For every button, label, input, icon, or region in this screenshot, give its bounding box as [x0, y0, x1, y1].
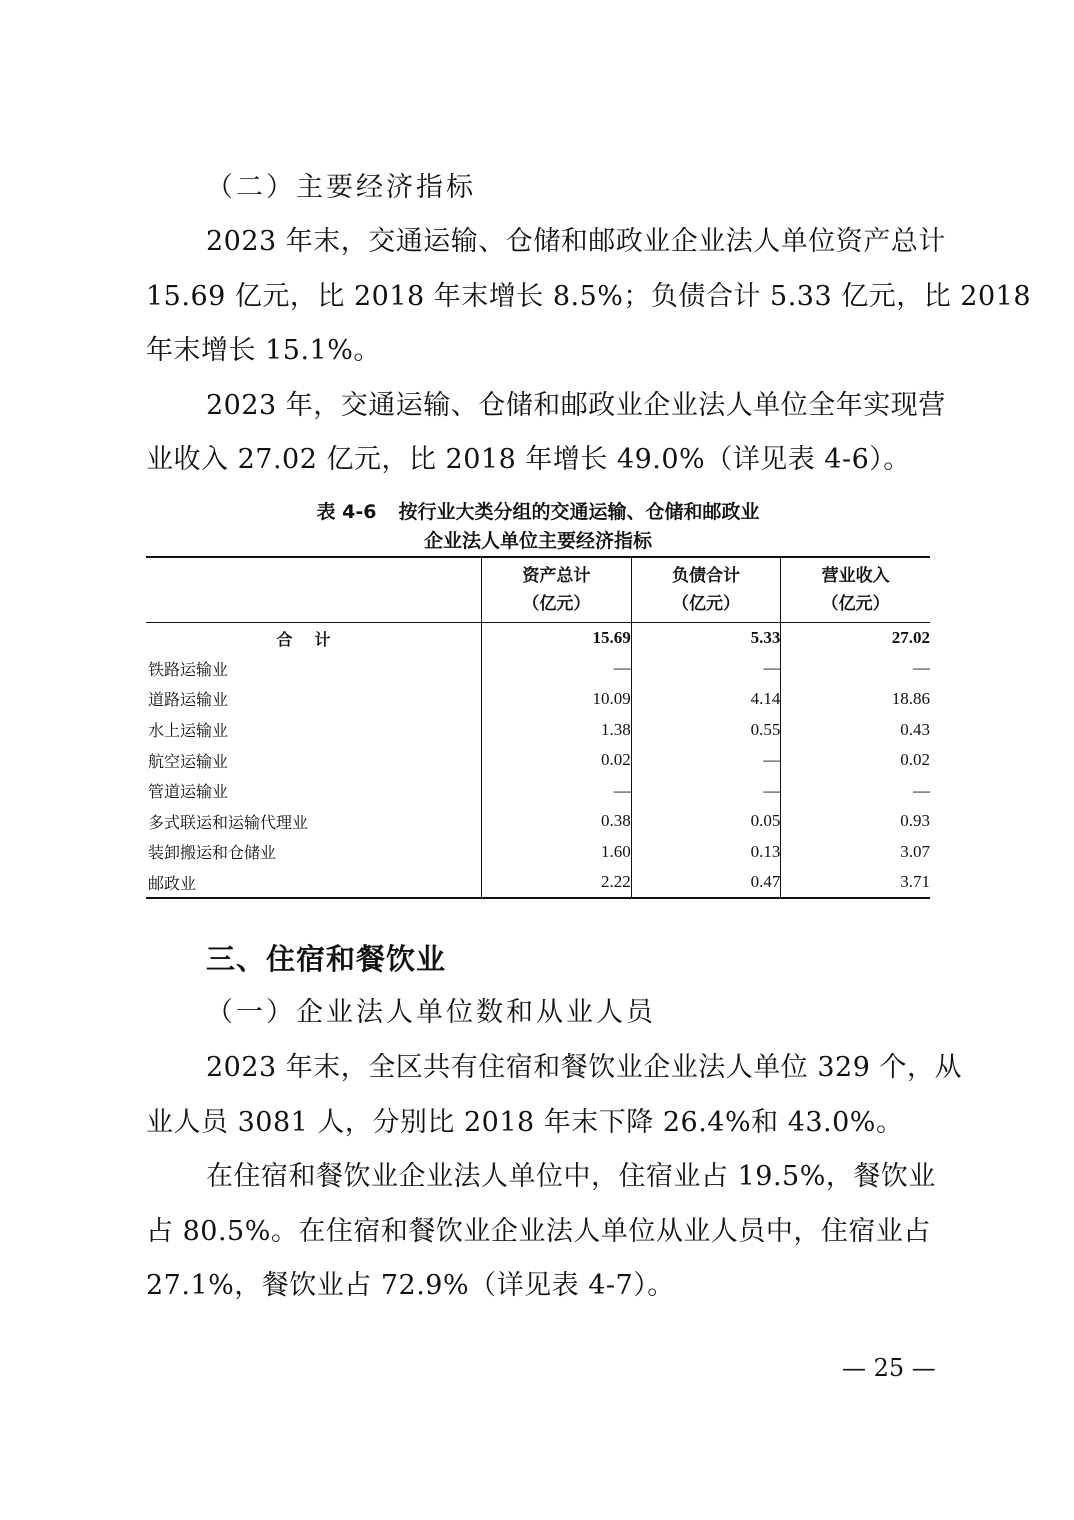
paragraph-line: 2023 年末，交通运输、仓储和邮政业企业法人单位资产总计 [206, 226, 946, 257]
paragraph-line: 在住宿和餐饮业企业法人单位中，住宿业占 19.5%，餐饮业 [206, 1161, 936, 1192]
table-row [146, 775, 930, 806]
table-row [146, 714, 930, 745]
row-label: 装卸搬运和仓储业 [148, 843, 277, 863]
cell-liabilities: 0.05 [631, 806, 781, 837]
section-heading-economic-indicators: （二）主要经济指标 [206, 172, 476, 203]
paragraph-line: 15.69 亿元，比 2018 年末增长 8.5%；负债合计 5.33 亿元，比 2018 [146, 281, 1032, 312]
cell-assets: 0.02 [482, 745, 632, 776]
cell-liabilities: 0.55 [631, 714, 781, 745]
paragraph-line: 业人员 3081 人，分别比 2018 年末下降 26.4%和 43.0%。 [146, 1107, 904, 1138]
table-number: 表 4-6 [316, 501, 377, 523]
table-header-row [146, 557, 930, 623]
cell-assets: 2.22 [482, 867, 632, 898]
row-label: 道路运输业 [148, 690, 229, 710]
column-unit: （亿元） [522, 594, 591, 614]
cell-revenue: — [781, 775, 930, 806]
cell-revenue: 3.71 [781, 867, 930, 898]
cell-revenue: 0.43 [781, 714, 930, 745]
table-row-total [146, 623, 930, 654]
cell-liabilities: — [631, 745, 781, 776]
column-name: 资产总计 [522, 566, 591, 586]
cell-assets: 15.69 [482, 623, 632, 654]
economic-indicators-table [146, 556, 930, 899]
table-header-assets [482, 557, 632, 623]
cell-assets: 0.38 [482, 806, 632, 837]
cell-revenue: 0.02 [781, 745, 930, 776]
table-row [146, 684, 930, 715]
paragraph-line: 占 80.5%。在住宿和餐饮业企业法人单位从业人员中，住宿业占 [146, 1216, 931, 1247]
column-unit: （亿元） [821, 594, 890, 614]
row-label: 管道运输业 [148, 782, 229, 802]
row-label: 合计 [276, 629, 353, 649]
row-label: 多式联运和运输代理业 [148, 812, 309, 832]
cell-liabilities: 0.47 [631, 867, 781, 898]
row-label: 邮政业 [146, 867, 482, 898]
column-name: 营业收入 [821, 566, 890, 586]
cell-revenue: 3.07 [781, 837, 930, 868]
column-unit: （亿元） [672, 594, 741, 614]
cell-liabilities: 5.33 [631, 623, 781, 654]
table-title [146, 499, 930, 525]
paragraph-line: 27.1%，餐饮业占 72.9%（详见表 4-7）。 [146, 1270, 675, 1301]
column-name: 负债合计 [672, 566, 741, 586]
table-row [146, 806, 930, 837]
table-row [146, 653, 930, 684]
row-label: 铁路运输业 [148, 659, 229, 679]
sub-heading-units-employees: （一）企业法人单位数和从业人员 [206, 997, 656, 1028]
cell-liabilities: 0.13 [631, 837, 781, 868]
table-header-liabilities [631, 557, 781, 623]
table-title-line2: 企业法人单位主要经济指标 [423, 530, 652, 552]
section-heading-accommodation: 三、住宿和餐饮业 [206, 942, 447, 976]
table-header-revenue [781, 557, 930, 623]
cell-assets: 10.09 [482, 684, 632, 715]
cell-assets: 1.38 [482, 714, 632, 745]
table-row [146, 837, 930, 868]
row-label: 水上运输业 [148, 721, 229, 741]
paragraph-line: 2023 年末，全区共有住宿和餐饮业企业法人单位 329 个，从 [206, 1052, 962, 1083]
cell-revenue: 0.93 [781, 806, 930, 837]
table-title-line1: 按行业大类分组的交通运输、仓储和邮政业 [398, 501, 760, 523]
cell-revenue: 18.86 [781, 684, 930, 715]
paragraph-line: 年末增长 15.1%。 [146, 335, 381, 366]
paragraph-line: 业收入 27.02 亿元，比 2018 年增长 49.0%（详见表 4-6）。 [146, 444, 911, 475]
cell-liabilities: 4.14 [631, 684, 781, 715]
cell-liabilities: — [631, 775, 781, 806]
cell-assets: 1.60 [482, 837, 632, 868]
table-row [146, 867, 930, 898]
cell-liabilities: — [631, 653, 781, 684]
page-number: — 25 — [842, 1354, 936, 1382]
cell-assets: — [482, 775, 632, 806]
table-header-blank [146, 557, 482, 623]
cell-revenue: — [781, 653, 930, 684]
paragraph-line: 2023 年，交通运输、仓储和邮政业企业法人单位全年实现营 [206, 390, 946, 421]
row-label: 航空运输业 [148, 751, 229, 771]
table-row [146, 745, 930, 776]
cell-revenue: 27.02 [781, 623, 930, 654]
cell-assets: — [482, 653, 632, 684]
